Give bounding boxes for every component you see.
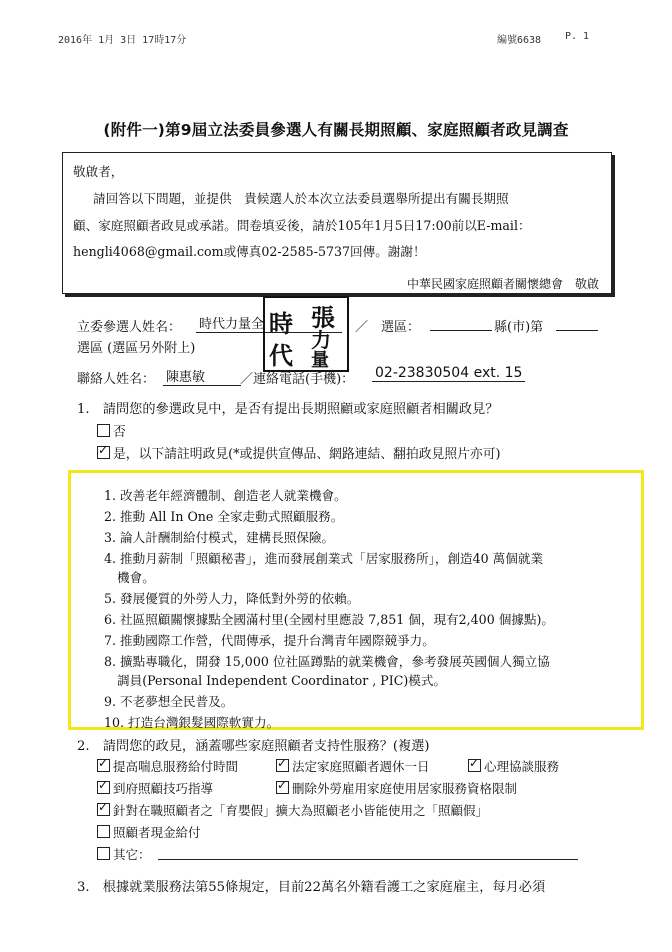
q2-option-care-leave[interactable]: ✓針對在職照顧者之「育嬰假」擴大為照顧老小皆能使用之「照顧假」 [97, 801, 488, 819]
stamp-char-3: 代 [269, 342, 293, 370]
q2-other-checkbox[interactable] [97, 847, 110, 860]
q2-respite-checkbox[interactable] [97, 759, 110, 772]
letter-line-1: 請回答以下問題，並提供 貴候選人於本次立法委員選舉所提出有關長期照 [93, 191, 509, 206]
stamp-char-4: 力 [311, 328, 331, 352]
q2-option-respite[interactable]: ✓提高喘息服務給付時間 [97, 757, 238, 775]
phone-label: ／連絡電話(手機)： [240, 372, 355, 387]
policy-item-5: 5. 發展優質的外勞人力，降低對外勞的依賴。 [104, 591, 360, 606]
q2-option-home-guidance[interactable]: ✓到府照顧技巧指導 [97, 779, 213, 797]
stamp-char-5: 量 [311, 350, 329, 371]
policy-item-10: 10. 打造台灣銀髮國際軟實力。 [104, 715, 280, 730]
q2-option-other[interactable]: 其它： [97, 845, 151, 863]
seal-stamp [263, 296, 349, 372]
policy-item-7: 7. 推動國際工作營，代間傳承，提升台灣青年國際競爭力。 [104, 633, 435, 648]
policy-item-9: 9. 不老夢想全民普及。 [104, 694, 234, 709]
q2-other-input-line[interactable] [158, 859, 578, 860]
question-1: 1. 請問您的參選政見中，是否有提出長期照顧或家庭照顧者相關政見？ [77, 402, 499, 417]
fax-datetime: 2016年 1月 3日 17時17分 [58, 35, 187, 46]
q2-option-counseling[interactable]: ✓ 心理協談服務 [468, 757, 559, 775]
letter-line-2: 顧、家庭照顧者政見或承諾。問卷填妥後，請於105年1月5日17:00前以E-mail： [73, 218, 531, 233]
district-line-2: 選區 (選區另外附上) [77, 341, 196, 356]
q2-remove-restriction-checkbox[interactable] [276, 781, 289, 794]
policy-item-4: 4. 推動月薪制「照顧秘書」，進而發展創業式「居家服務所」，創造40 萬個就業 [104, 551, 544, 566]
q2-day-off-checkbox[interactable] [276, 759, 289, 772]
letter-line-3: hengli4068@gmail.com或傳真02-2585-5737回傳。謝謝！ [73, 244, 426, 259]
q2-option-remove-restriction[interactable]: ✓ 刪除外勞雇用家庭使用居家服務資格限制 [276, 779, 517, 797]
q1-option-no[interactable]: 否 [97, 421, 126, 440]
contact-label: 聯絡人姓名： [77, 372, 156, 387]
q2-option-cash-benefit[interactable]: 照顧者現金給付 [97, 823, 201, 841]
letter-box [62, 152, 612, 294]
county-suffix: 縣(市)第 [494, 320, 544, 335]
q2-care-leave-checkbox[interactable] [97, 803, 110, 816]
policy-item-8-cont: 調員(Personal Independent Coordinator , PIC)模式。 [117, 673, 447, 688]
district-label: ／ 選區： [355, 320, 421, 335]
question-2: 2. 請問您的政見，涵蓋哪些家庭照顧者支持性服務？(複選) [77, 739, 430, 754]
letter-signature: 中華民國家庭照顧者關懷總會 敬啟 [406, 277, 599, 291]
q1-option-yes[interactable]: ✓是，以下請註明政見(*或提供宣傳品、網路連結、翻拍政見照片亦可) [97, 443, 501, 462]
contact-name-field: 陳惠敏 [163, 366, 241, 386]
policy-item-3: 3. 論人計酬制給付模式，建構長照保險。 [104, 530, 335, 545]
candidate-name-field: 時代力量全 [196, 313, 342, 333]
document-title: (附件一)第9屆立法委員參選人有關長期照顧、家庭照顧者政見調查 [103, 121, 569, 139]
stamp-char-2: 張 [311, 304, 335, 332]
county-blank [430, 316, 492, 331]
q2-counseling-checkbox[interactable] [468, 759, 481, 772]
stamp-char-1: 時 [269, 310, 293, 338]
letter-greeting: 敬啟者， [73, 164, 124, 179]
fax-page: P. 1 [565, 31, 590, 42]
q1-no-checkbox[interactable] [97, 424, 110, 437]
fax-number: 編號6638 [497, 35, 542, 46]
policy-list-highlight [68, 470, 644, 730]
q2-home-guidance-checkbox[interactable] [97, 781, 110, 794]
candidate-label: 立委參選人姓名： [77, 320, 182, 335]
policy-item-4-cont: 機會。 [117, 570, 155, 585]
phone-field: 02-23830504 ext. 15 [372, 365, 525, 382]
question-3: 3. 根據就業服務法第55條規定，目前22萬名外籍看護工之家庭雇主，每月必須 [77, 880, 546, 895]
q2-cash-benefit-checkbox[interactable] [97, 825, 110, 838]
district-number-blank [556, 316, 598, 331]
policy-item-1: 1. 改善老年經濟體制、創造老人就業機會。 [104, 488, 347, 503]
policy-item-6: 6. 社區照顧關懷據點全國滿村里(全國村里應設 7,851 個，現有2,400 個據點)。 [104, 612, 554, 627]
q2-option-weekly-day-off[interactable]: ✓ 法定家庭照顧者週休一日 [276, 757, 430, 775]
policy-item-2: 2. 推動 All In One 全家走動式照顧服務。 [104, 509, 344, 524]
policy-item-8: 8. 擴點專職化，開發 15,000 位社區蹲點的就業機會，參考發展英國個人獨立協 [104, 654, 550, 669]
q1-yes-checkbox[interactable] [97, 446, 110, 459]
